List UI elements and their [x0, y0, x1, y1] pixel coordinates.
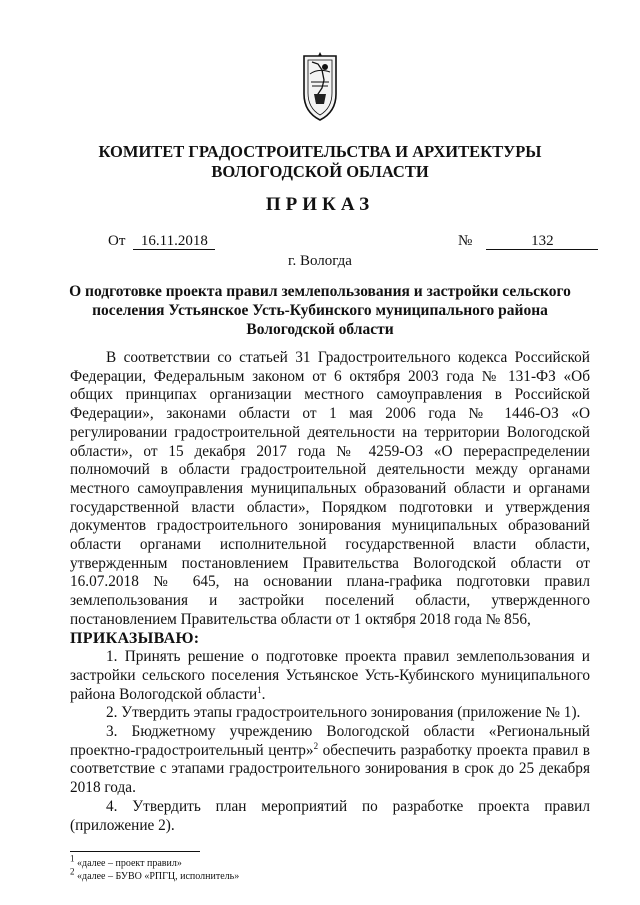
- list-item: 1. Принять решение о подготовке проекта правил землепользования и застройки сельского поселения Устьянское Усть-Кубинского муниципального района Вологодской области$^1$.: [70, 648, 590, 703]
- footnote: $^2$ «далее – БУВО «РПГЦ, исполнитель»: [70, 866, 240, 882]
- org-name-line2: ВОЛОГОДСКОЙ ОБЛАСТИ: [211, 162, 429, 181]
- footnote: $^1$ «далее – проект правил»: [70, 853, 182, 869]
- date-block: [108, 232, 215, 250]
- number-block: [458, 232, 598, 250]
- footnotes: [70, 853, 240, 883]
- preamble-paragraph: В соответствии со статьей 31 Градостроительного кодекса Российской Федерации, Федеральным законом от 6 октября 2003 года № 131-ФЗ «Об общих принципах организации местного самоуправления в Российской Федерации», законами области от 1 мая 2006 года № 1446-ОЗ «О регулировании градостроительной деятельности на территории Вологодской области», от 15 декабря 2017 года № 4259-ОЗ «О перераспределении полномочий в области градостроительной деятельности между органами местного самоуправления муниципальных образований области и органами государственной власти области», Порядком подготовки и утверждения документов градостроительного зонирования муниципальных образований области органами исполнительной государственной власти области, утвержденным постановлением Правительства Вологодской области от 16.07.2018 № 645, на основании плана-графика подготовки правил землепользования и застройки поселений области, утвержденного постановлением Правительства области от 1 октября 2018 года № 856,: [70, 349, 590, 628]
- number-value: 132: [486, 233, 598, 250]
- document-type-title: ПРИКАЗ: [265, 194, 375, 215]
- document-body: [70, 349, 590, 835]
- footnote-divider: [70, 851, 200, 852]
- org-name-line1: КОМИТЕТ ГРАДОСТРОИТЕЛЬСТВА И АРХИТЕКТУРЫ: [98, 142, 542, 161]
- list-item: 3. Бюджетному учреждению Вологодской области «Региональный проектно-градостроительный центр»$^2$ обеспечить разработку проекта правил в соответствие с этапами градостроительного зонирования в срок до 25 декабря 2018 года.: [70, 723, 590, 797]
- number-label: №: [458, 233, 473, 249]
- list-item: 2. Утвердить этапы градостроительного зонирования (приложение № 1).: [106, 704, 581, 722]
- coat-of-arms-emblem: [296, 50, 344, 124]
- list-item: 4. Утвердить план мероприятий по разработке проекта правил (приложение 2).: [70, 797, 590, 834]
- order-heading: ПРИКАЗЫВАЮ:: [70, 629, 200, 647]
- date-label: От: [108, 233, 126, 249]
- document-subject: О подготовке проекта правил землепользования и застройки сельского поселения Устьянское Усть-Кубинского муниципального района Вологодской области: [69, 283, 571, 338]
- date-value: 16.11.2018: [133, 233, 215, 250]
- city: г. Вологда: [288, 253, 352, 269]
